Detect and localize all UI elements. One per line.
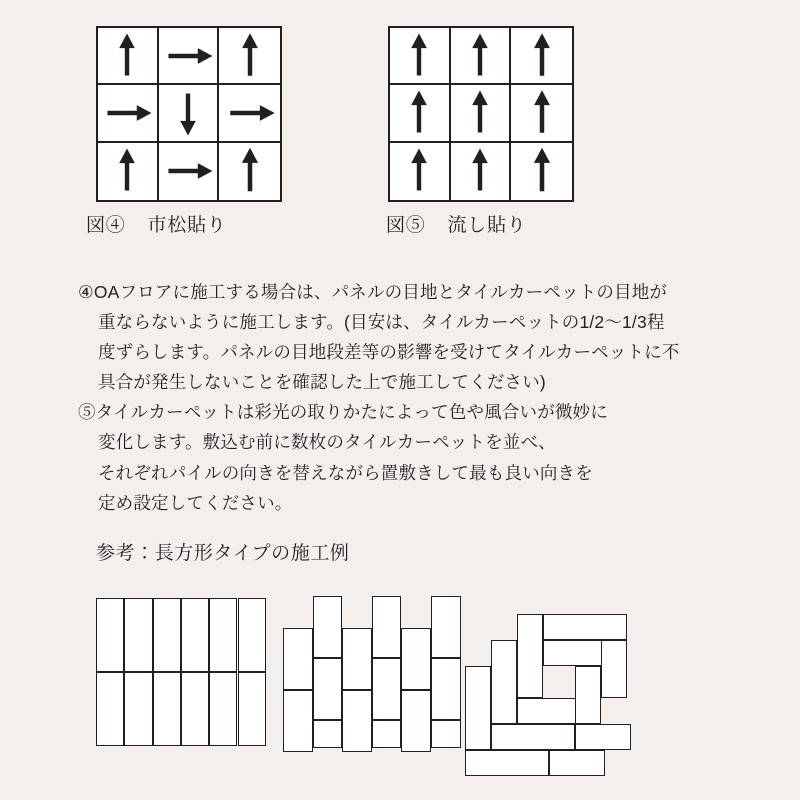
plank: [543, 614, 627, 640]
plank: [124, 598, 152, 672]
plank: [238, 598, 266, 672]
arrow-up-icon: [219, 28, 280, 83]
plank: [431, 720, 461, 748]
figure-5-cell: [451, 85, 512, 142]
arrow-up-icon: [511, 85, 572, 140]
arrow-up-icon: [390, 143, 449, 200]
arrow-up-icon: [451, 143, 510, 200]
instruction-item-4-line-1: ④OAフロアに施工する場合は、パネルの目地とタイルカーペットの目地が: [78, 282, 668, 302]
plank: [153, 598, 181, 672]
figure-5-cell: [451, 28, 512, 85]
arrow-up-icon: [390, 28, 449, 83]
arrow-right-icon: [159, 28, 218, 83]
plank: [491, 640, 517, 724]
plank: [342, 628, 372, 690]
plank: [181, 672, 209, 746]
plank: [372, 658, 402, 720]
plank: [342, 690, 372, 752]
figure-5-cell: [511, 143, 572, 200]
figure-4-cell: [219, 143, 280, 200]
plank: [517, 614, 543, 698]
figure-5-cell: [390, 28, 451, 85]
plank: [465, 666, 491, 750]
instruction-item-4-line-2: 重ならないように施工します。(目安は、タイルカーペットの1/2〜1/3程: [98, 312, 665, 333]
arrow-right-icon: [159, 143, 218, 200]
figure-5-grid: [388, 26, 574, 202]
figure-4-cell: [219, 28, 280, 85]
pattern-vertical-stack: [96, 598, 266, 746]
arrow-right-icon: [219, 85, 280, 140]
plank: [465, 750, 549, 776]
arrow-up-icon: [451, 28, 510, 83]
plank: [209, 598, 237, 672]
figure-4-cell: [219, 85, 280, 142]
arrow-up-icon: [219, 143, 280, 200]
pattern-brick-offset: [283, 590, 461, 756]
figure-4-title: 市松貼り: [147, 215, 227, 236]
plank: [431, 596, 461, 658]
instruction-text-block: [78, 277, 738, 518]
instruction-item-5-line-1: ⑤タイルカーペットは彩光の取りかたによって色や風合いが微妙に: [78, 402, 608, 423]
plank: [401, 628, 431, 690]
plank: [153, 672, 181, 746]
instruction-item-4-line-3: 度ずらします。パネルの目地段差等の影響を受けてタイルカーペットに不: [98, 342, 680, 363]
arrow-up-icon: [98, 28, 157, 83]
plank: [238, 672, 266, 746]
arrow-up-icon: [451, 85, 510, 140]
plank: [491, 724, 575, 750]
plank: [431, 658, 461, 720]
plank: [124, 672, 152, 746]
plank: [96, 598, 124, 672]
figure-5-label: 図⑤: [386, 215, 426, 236]
plank: [96, 672, 124, 746]
arrow-up-icon: [98, 143, 157, 200]
figure-4-cell: [159, 85, 220, 142]
figure-4-caption: [86, 210, 227, 237]
plank: [372, 596, 402, 658]
arrow-right-icon: [98, 85, 157, 140]
figure-5-caption: [386, 210, 527, 237]
instruction-item-5: [78, 397, 738, 517]
figure-4-cell: [159, 143, 220, 200]
figure-5-cell: [390, 85, 451, 142]
pattern-herringbone: [459, 600, 647, 760]
plank: [549, 750, 605, 776]
reference-heading: 参考：長方形タイプの施工例: [96, 543, 350, 564]
arrow-up-icon: [511, 143, 572, 200]
plank: [575, 724, 631, 750]
instruction-item-5-line-4: 定め設定してください。: [98, 492, 293, 513]
figure-5-cell: [451, 143, 512, 200]
plank: [401, 690, 431, 752]
instruction-item-4-line-4: 具合が発生しないことを確認した上で施工してください): [98, 372, 546, 393]
plank: [575, 666, 601, 724]
plank: [601, 640, 627, 698]
figure-4-cell: [98, 143, 159, 200]
figure-4-label: 図④: [86, 215, 126, 236]
figure-5-cell: [511, 85, 572, 142]
figure-5-cell: [511, 28, 572, 85]
arrow-up-icon: [511, 28, 572, 83]
plank: [283, 628, 313, 690]
plank: [372, 720, 402, 748]
instruction-item-5-line-2: 変化します。敷込む前に数枚のタイルカーペットを並べ、: [98, 432, 556, 453]
plank: [313, 596, 343, 658]
figure-5-title: 流し貼り: [447, 215, 527, 236]
plank: [313, 720, 343, 748]
instruction-item-4: [78, 277, 738, 397]
figure-4-cell: [159, 28, 220, 85]
arrow-down-icon: [159, 85, 218, 140]
plank: [283, 690, 313, 752]
arrow-up-icon: [390, 85, 449, 140]
figure-4-cell: [98, 85, 159, 142]
instruction-item-5-line-3: それぞれパイルの向きを替えながら置敷きして最も良い向きを: [98, 462, 593, 483]
plank: [181, 598, 209, 672]
figure-4-cell: [98, 28, 159, 85]
plank: [313, 658, 343, 720]
plank: [209, 672, 237, 746]
figure-5-cell: [390, 143, 451, 200]
figure-4-grid: [96, 26, 282, 202]
